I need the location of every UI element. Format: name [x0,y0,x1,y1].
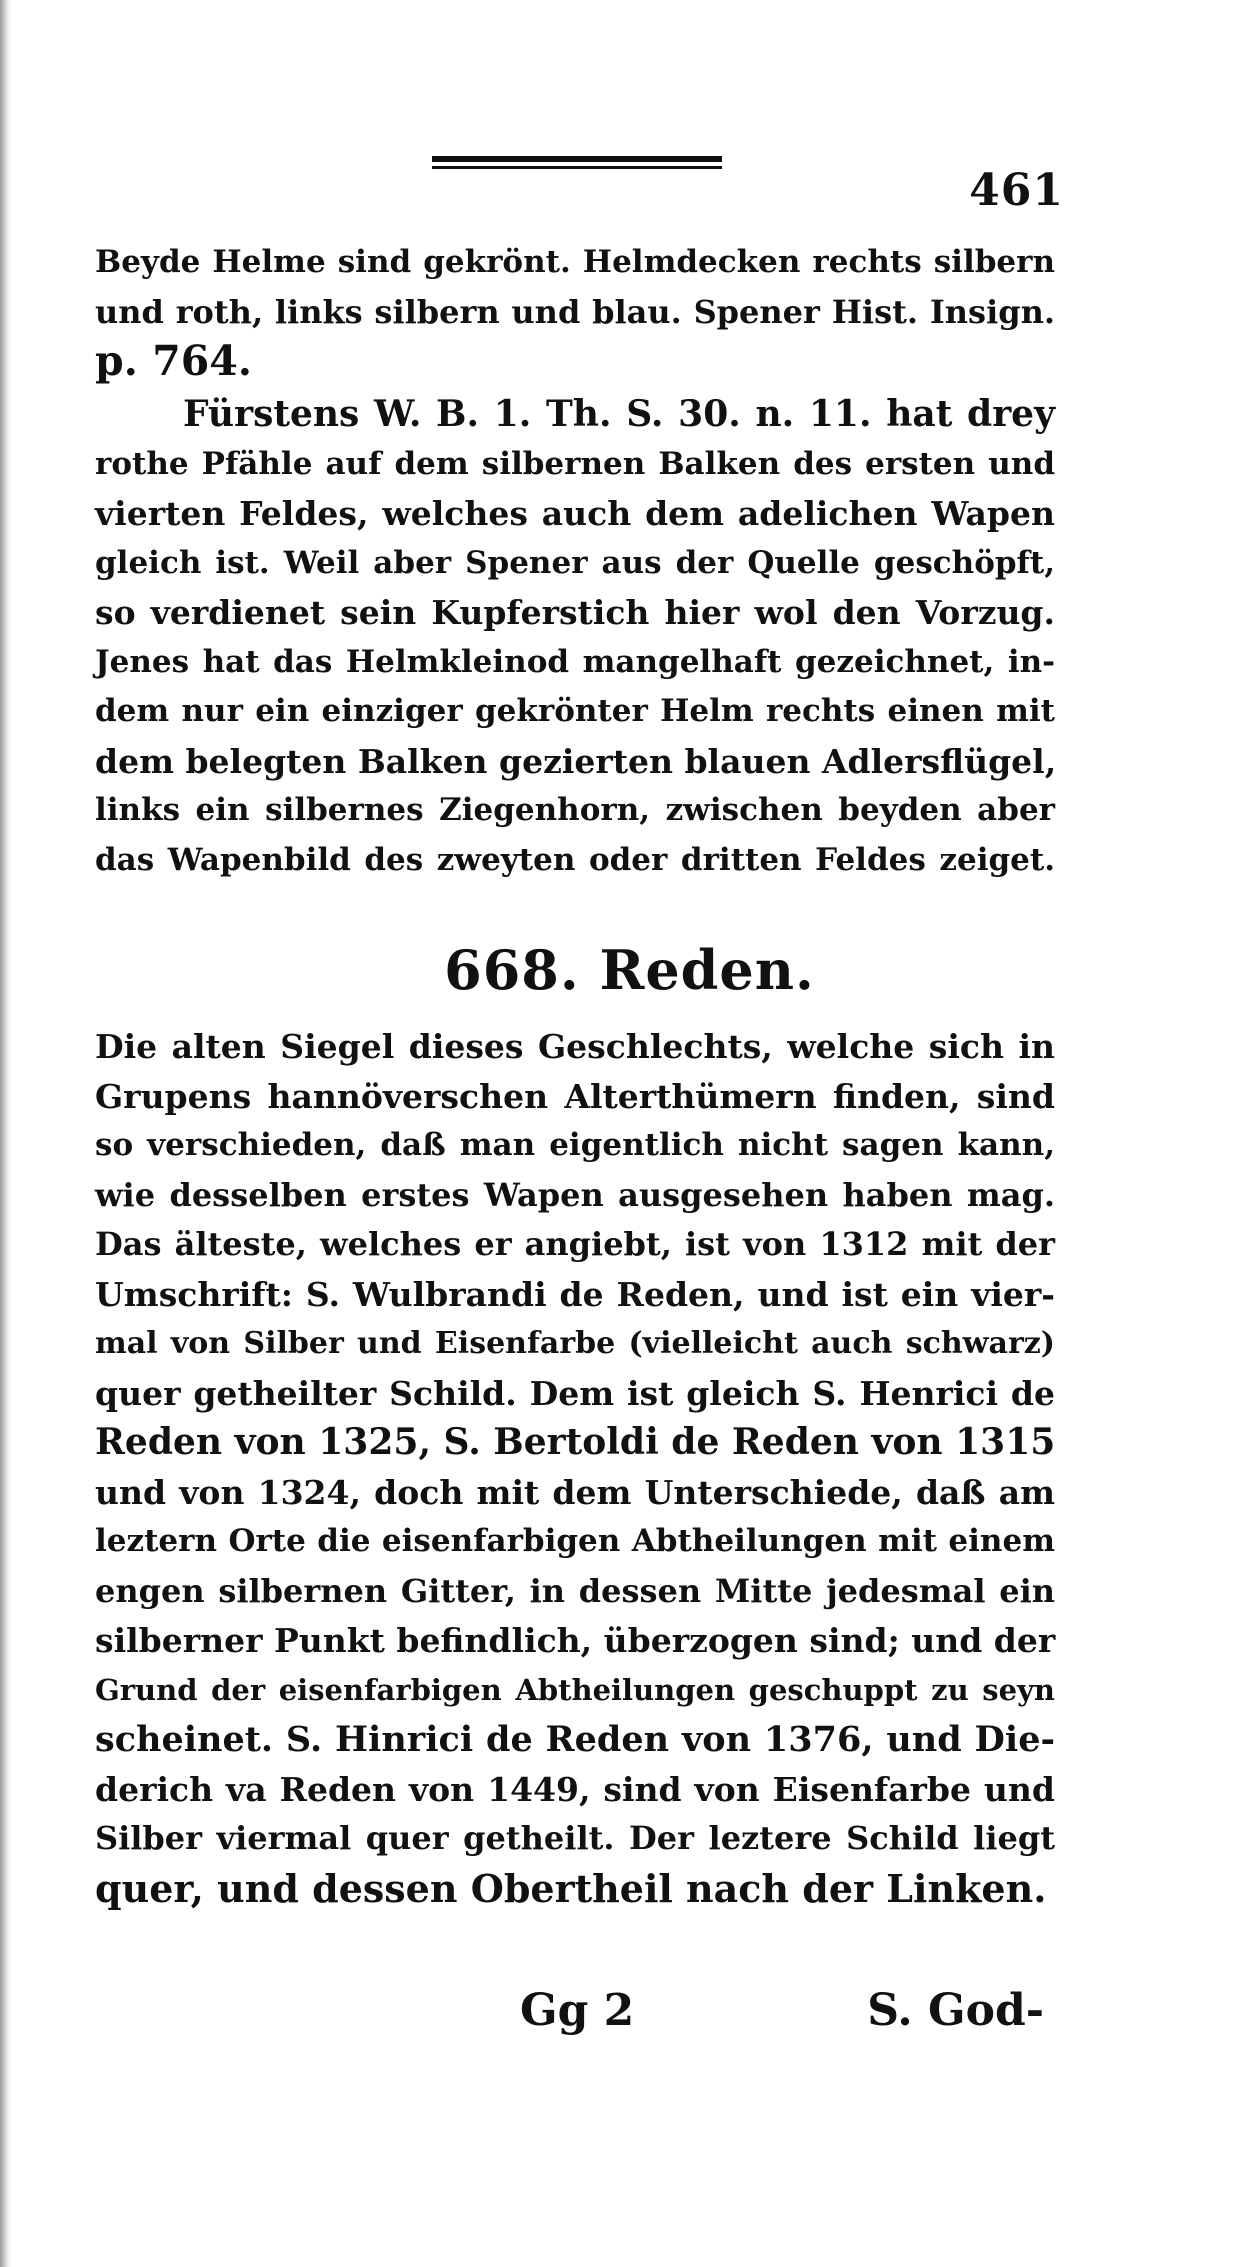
text-line: Das älteste, welches er angiebt, ist von 1312 mit der [95,1225,1055,1263]
text-line: Grund der eisenfarbigen Abtheilungen geschuppt zu seyn [95,1672,1055,1707]
header-rule-thick [432,156,722,162]
text-line: derich va Reden von 1449, sind von Eisenfarbe und [95,1769,1055,1809]
paragraph-fuerstens [95,390,1055,885]
text-line: Die alten Siegel dieses Geschlechts, welche sich in [95,1027,1055,1066]
text-line: quer, und dessen Obertheil nach der Linken. [95,1865,1047,1911]
text-line: das Wapenbild des zweyten oder dritten Feldes zeiget. [95,841,1055,878]
text-line: so verschieden, daß man eigentlich nicht sagen kann, [95,1127,1055,1163]
text-line: vierten Feldes, welches auch dem adelichen Wapen [95,494,1055,533]
text-line: Jenes hat das Helmkleinod mangelhaft gezeichnet, in- [95,643,1055,680]
text-line: silberner Punkt befindlich, überzogen sind; und der [95,1621,1056,1660]
page-edge-shadow [0,0,12,2267]
text-line: rothe Pfähle auf dem silbernen Balken des ersten und [95,445,1055,482]
paragraph-reden [95,1022,1055,1913]
text-line: und von 1324, doch mit dem Unterschiede, daß am [95,1472,1055,1512]
text-line: scheinet. S. Hinrici de Reden von 1376, und Die- [95,1719,1055,1760]
section-heading: 668. Reden. [444,938,815,1002]
text-line: quer getheilter Schild. Dem ist gleich S. Henrici de [95,1373,1055,1413]
text-line: Silber viermal quer getheilt. Der leztere Schild liegt [95,1819,1055,1857]
text-line: und roth, links silbern und blau. Spener Hist. Insign. [95,292,1055,331]
text-line: dem belegten Balken gezierten blauen Adlersflügel, [95,741,1057,781]
text-line: Reden von 1325, S. Bertoldi de Reden von 1315 [95,1421,1056,1463]
text-line: gleich ist. Weil aber Spener aus der Quelle geschöpft, [95,544,1055,581]
page-number: 461 [969,165,1064,216]
text-line: mal von Silber und Eisenfarbe (vielleicht auch schwarz) [95,1326,1055,1361]
text-line: wie desselben erstes Wapen ausgesehen haben mag. [95,1175,1055,1214]
text-line: Umschrift: S. Wulbrandi de Reden, und ist ein vier- [95,1274,1055,1314]
text-line: links ein silbernes Ziegenhorn, zwischen beyden aber [95,792,1055,828]
header-rule-thin [432,166,722,169]
catchword: S. God- [867,1985,1044,2036]
text-line: leztern Orte die eisenfarbigen Abtheilungen mit einem [95,1523,1055,1559]
text-line: dem nur ein einziger gekrönter Helm rechts einen mit [95,693,1055,729]
text-line: Fürstens W. B. 1. Th. S. 30. n. 11. hat drey [183,393,1055,435]
text-line: p. 764. [95,337,253,385]
signature-mark: Gg 2 [520,1985,635,2036]
text-line: Beyde Helme sind gekrönt. Helmdecken rechts silbern [95,244,1055,280]
paragraph-continued [95,238,1055,387]
text-line: so verdienet sein Kupferstich hier wol den Vorzug. [95,593,1055,632]
header-rule [432,156,722,173]
text-line: Grupens hannöverschen Alterthümern finden, sind [95,1076,1055,1116]
text-line: engen silbernen Gitter, in dessen Mitte jedesmal ein [95,1571,1055,1610]
